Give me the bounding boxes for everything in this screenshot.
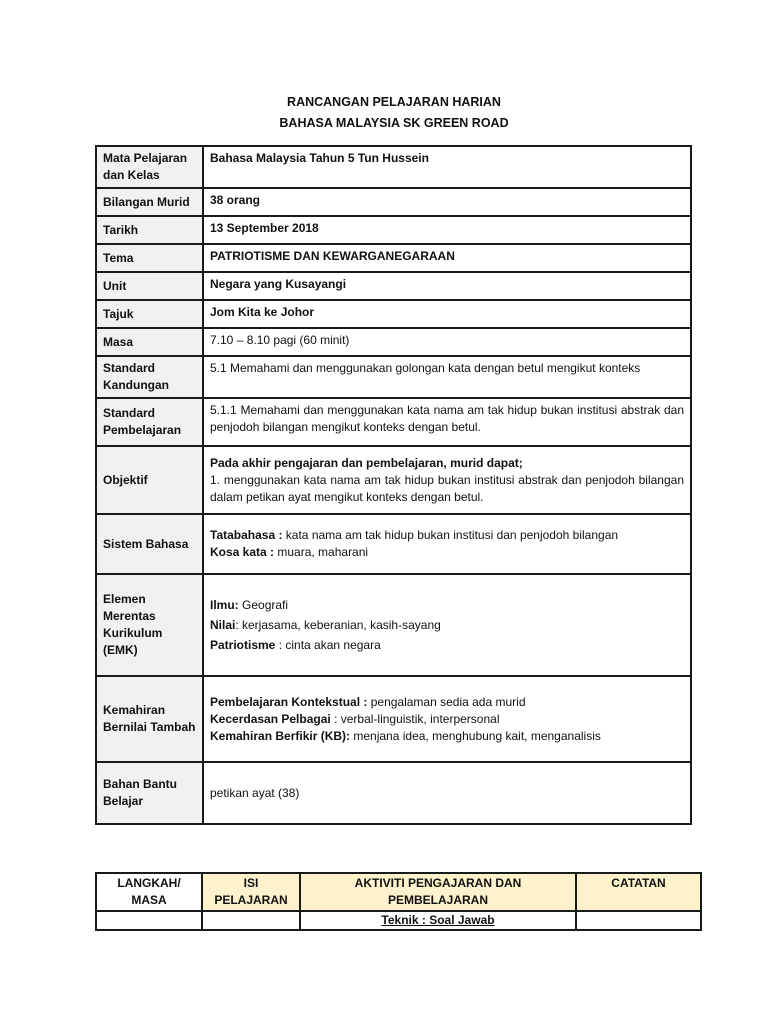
row-language-system: [96, 514, 691, 574]
value-date: 13 September 2018: [203, 216, 691, 244]
title-line-2: BAHASA MALAYSIA SK GREEN ROAD: [279, 116, 509, 130]
document-title: [0, 92, 768, 134]
title-line-1: RANCANGAN PELAJARAN HARIAN: [287, 95, 501, 109]
row-content-standard: [96, 356, 691, 398]
thinking-label: Kemahiran Berfikir (KB):: [210, 728, 351, 743]
label-materials: Bahan Bantu Belajar: [96, 762, 203, 824]
contextual-value: pengalaman sedia ada murid: [367, 694, 526, 709]
label-objective: Objektif: [96, 446, 203, 514]
row-unit: [96, 272, 691, 300]
value-language-system: [203, 514, 691, 574]
steps-row: [96, 911, 701, 930]
steps-header-row: [96, 873, 701, 911]
col-header-activity: AKTIVITI PENGAJARAN DAN PEMBELAJARAN: [300, 873, 576, 911]
label-topic: Tajuk: [96, 300, 203, 328]
col-header-notes: CATATAN: [576, 873, 701, 911]
content-cell: [202, 911, 300, 930]
value-theme: PATRIOTISME DAN KEWARGANEGARAAN: [203, 244, 691, 272]
grammar-value: kata nama am tak hidup bukan institusi dan penjodoh bilangan: [282, 528, 619, 542]
label-language-system: Sistem Bahasa: [96, 514, 203, 574]
intelligence-value: : verbal-linguistik, interpersonal: [330, 711, 500, 726]
row-added-skills: [96, 676, 691, 762]
value-unit: Negara yang Kusayangi: [203, 272, 691, 300]
nilai-line: [210, 615, 684, 635]
technique-label: Teknik : Soal Jawab: [381, 913, 495, 927]
lesson-plan-table: [95, 145, 692, 825]
row-time: [96, 328, 691, 356]
col-header-step: LANGKAH/ MASA: [96, 873, 202, 911]
label-time: Masa: [96, 328, 203, 356]
nilai-value: : kerjasama, keberanian, kasih-sayang: [235, 618, 441, 632]
value-content-standard: 5.1 Memahami dan menggunakan golongan kata dengan betul mengikut konteks: [203, 356, 691, 398]
step-cell: [96, 911, 202, 930]
nilai-label: Nilai: [210, 618, 236, 632]
intelligence-label: Kecerdasan Pelbagai: [210, 711, 331, 726]
patriotisme-label: Patriotisme: [210, 638, 276, 652]
label-subject: Mata Pelajaran dan Kelas: [96, 146, 203, 188]
value-materials: petikan ayat (38): [203, 762, 691, 824]
label-content-standard: Standard Kandungan: [96, 356, 203, 398]
label-theme: Tema: [96, 244, 203, 272]
value-subject: Bahasa Malaysia Tahun 5 Tun Hussein: [203, 146, 691, 188]
contextual-line: [210, 694, 684, 711]
row-theme: [96, 244, 691, 272]
value-students: 38 orang: [203, 188, 691, 216]
row-date: [96, 216, 691, 244]
patriotisme-line: [210, 635, 684, 655]
ilmu-label: Ilmu:: [210, 598, 239, 612]
row-materials: [96, 762, 691, 824]
objective-intro: Pada akhir pengajaran dan pembelajaran, murid dapat;: [210, 455, 523, 470]
label-students: Bilangan Murid: [96, 188, 203, 216]
row-subject: [96, 146, 691, 188]
contextual-label: Pembelajaran Kontekstual :: [210, 694, 368, 709]
row-topic: [96, 300, 691, 328]
label-added-skills: Kemahiran Bernilai Tambah: [96, 676, 203, 762]
thinking-line: [210, 728, 684, 745]
row-objective: [96, 446, 691, 514]
intelligence-line: [210, 711, 684, 728]
ilmu-line: [210, 595, 684, 615]
label-date: Tarikh: [96, 216, 203, 244]
notes-cell: [576, 911, 701, 930]
grammar-label: Tatabahasa :: [210, 528, 283, 542]
ilmu-value: Geografi: [238, 598, 289, 612]
thinking-value: menjana idea, menghubung kait, menganalisis: [350, 728, 601, 743]
steps-table: [95, 872, 702, 931]
activity-cell: [300, 911, 576, 930]
label-unit: Unit: [96, 272, 203, 300]
value-topic: Jom Kita ke Johor: [203, 300, 691, 328]
row-students: [96, 188, 691, 216]
label-learning-standard: Standard Pembelajaran: [96, 398, 203, 446]
value-added-skills: [203, 676, 691, 762]
col-header-content: ISI PELAJARAN: [202, 873, 300, 911]
row-cross-curricular: [96, 574, 691, 676]
vocab-line: [210, 544, 684, 561]
vocab-value: muara, maharani: [274, 545, 369, 559]
vocab-label: Kosa kata :: [210, 545, 275, 559]
value-objective: [203, 446, 691, 514]
row-learning-standard: [96, 398, 691, 446]
objective-item-1: 1. menggunakan kata nama am tak hidup bukan institusi abstrak dan penjodoh bilangan dalam petikan ayat mengikut konteks dengan betul.: [210, 472, 684, 504]
label-cross-curricular: Elemen Merentas Kurikulum (EMK): [96, 574, 203, 676]
value-cross-curricular: [203, 574, 691, 676]
value-learning-standard: 5.1.1 Memahami dan menggunakan kata nama am tak hidup bukan institusi abstrak dan penjodoh bilangan mengikut konteks dengan betul.: [203, 398, 691, 446]
patriotisme-value: : cinta akan negara: [275, 638, 381, 652]
value-time: 7.10 – 8.10 pagi (60 minit): [203, 328, 691, 356]
grammar-line: [210, 527, 684, 544]
